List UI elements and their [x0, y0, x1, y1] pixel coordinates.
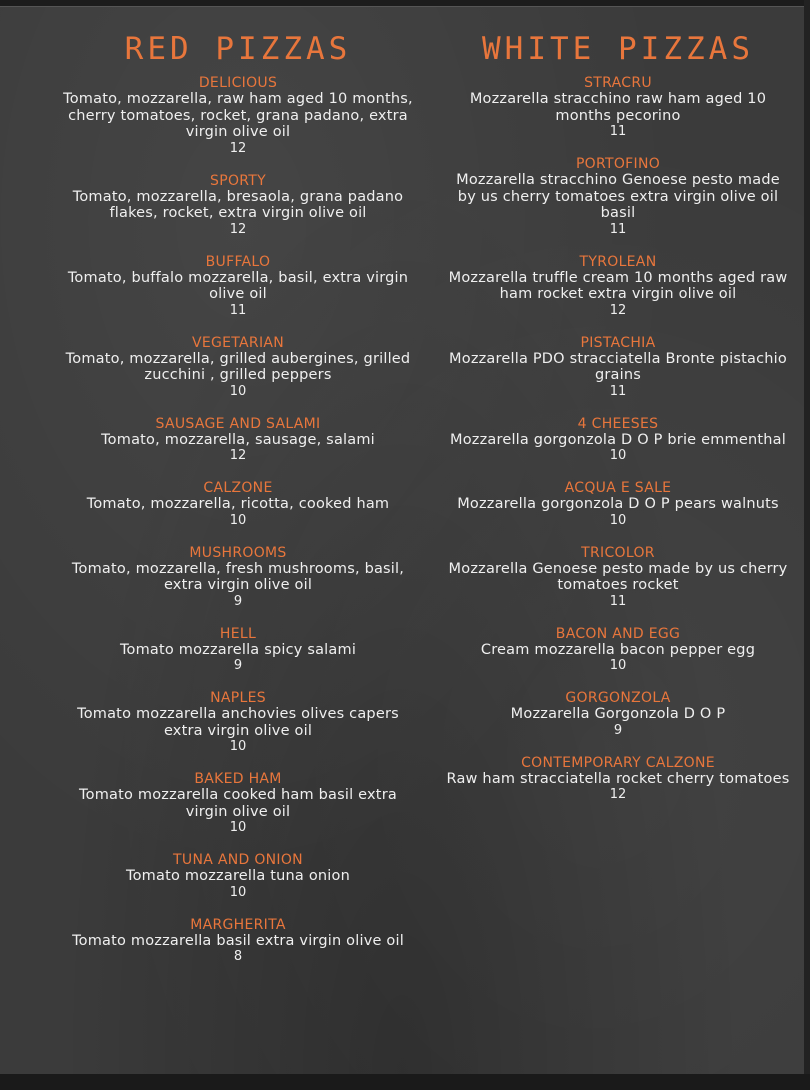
menu-item-name: STRACRU — [584, 75, 652, 92]
menu-item — [446, 75, 790, 139]
menu-item-price: 9 — [233, 593, 243, 609]
menu-item-description: Tomato, buffalo mozzarella, basil, extra virgin olive oil — [67, 269, 409, 303]
menu-item-price: 9 — [613, 722, 623, 738]
menu-item — [60, 917, 416, 965]
menu-item-price: 12 — [229, 448, 247, 464]
menu-item-name: TRICOLOR — [581, 544, 655, 561]
menu-item-description: Tomato, mozzarella, grilled aubergines, grilled zucchini , grilled peppers — [65, 350, 411, 384]
menu-item — [60, 690, 416, 754]
menu-item-price: 9 — [233, 658, 243, 674]
menu-item-price: 10 — [229, 383, 247, 399]
menu-item-description: Cream mozzarella bacon pepper egg — [480, 641, 756, 658]
menu-item — [446, 690, 790, 738]
menu-item-name: PORTOFINO — [575, 156, 661, 173]
menu-item-description: Tomato, mozzarella, sausage, salami — [101, 431, 375, 448]
menu-item-name: SPORTY — [210, 172, 266, 189]
menu-item — [60, 173, 416, 237]
menu-item-price: 10 — [609, 448, 627, 464]
menu-item — [446, 416, 790, 464]
menu-item-price: 11 — [609, 221, 627, 237]
menu-item-name: DELICIOUS — [198, 75, 278, 92]
white-pizzas-list — [446, 75, 790, 802]
menu-item-price: 10 — [229, 739, 247, 755]
menu-item — [60, 416, 416, 464]
menu-item — [446, 755, 790, 803]
menu-item — [60, 626, 416, 674]
menu-item-description: Mozzarella PDO stracciatella Bronte pistachio grains — [449, 350, 787, 384]
menu-item-name: TYROLEAN — [579, 253, 657, 270]
page-bottom-edge — [0, 1074, 810, 1090]
menu-item-price: 12 — [229, 221, 247, 237]
menu-item — [446, 545, 790, 609]
red-pizzas-title: RED PIZZAS — [124, 31, 352, 67]
menu-item-name: BAKED HAM — [194, 771, 282, 788]
menu-item-name: SAUSAGE AND SALAMI — [155, 415, 321, 432]
menu-item-description: Mozzarella Genoese pesto made by us cherry tomatoes rocket — [448, 560, 788, 594]
menu-item-description: Tomato mozzarella cooked ham basil extra virgin olive oil — [79, 787, 397, 820]
menu-item — [446, 480, 790, 528]
menu-item-name: ACQUA E SALE — [564, 480, 672, 497]
menu-item-price: 11 — [609, 383, 627, 399]
menu-item-price: 12 — [609, 787, 627, 803]
red-pizzas-column — [60, 29, 416, 981]
menu-item-name: CALZONE — [203, 480, 273, 497]
menu-item-description: Mozzarella Gorgonzola D O P — [510, 706, 726, 723]
menu-item — [60, 75, 416, 156]
menu-item-price: 10 — [229, 820, 247, 836]
page-edge — [804, 0, 810, 1090]
menu-item-description: Tomato mozzarella spicy salami — [119, 641, 357, 658]
menu-item — [60, 335, 416, 399]
red-pizzas-list — [60, 75, 416, 964]
menu-item-price: 10 — [229, 884, 247, 900]
menu-item-description: Tomato, mozzarella, raw ham aged 10 months, cherry tomatoes, rocket, grana padano, extra virgin olive oil — [63, 91, 413, 141]
menu-item-description: Tomato mozzarella basil extra virgin olive oil — [72, 932, 404, 949]
menu-item-description: Mozzarella gorgonzola D O P pears walnuts — [457, 496, 779, 513]
menu-item-description: Mozzarella truffle cream 10 months aged raw ham rocket extra virgin olive oil — [448, 269, 788, 303]
menu-item-description: Tomato, mozzarella, fresh mushrooms, basil, extra virgin olive oil — [71, 560, 405, 594]
menu-item — [446, 335, 790, 399]
menu-item-price: 11 — [609, 593, 627, 609]
menu-item-description: Mozzarella gorgonzola D O P brie emmenthal — [449, 431, 786, 448]
menu-item-name: GORGONZOLA — [565, 690, 671, 707]
menu-item-name: NAPLES — [210, 690, 266, 707]
menu-item-name: TUNA AND ONION — [173, 852, 303, 869]
menu-item — [446, 254, 790, 318]
menu-item — [446, 156, 790, 237]
menu-item-name: VEGETARIAN — [191, 334, 285, 351]
menu-item-description: Mozzarella stracchino raw ham aged 10 months pecorino — [469, 91, 767, 124]
menu-item-description: Tomato, mozzarella, bresaola, grana padano flakes, rocket, extra virgin olive oil — [72, 188, 404, 222]
menu-item — [60, 480, 416, 528]
menu-item — [60, 852, 416, 900]
white-pizzas-title: WHITE PIZZAS — [482, 31, 754, 67]
menu-item-description: Mozzarella stracchino Genoese pesto made by us cherry tomatoes extra virgin olive oil basil — [456, 172, 780, 222]
menu-item-price: 10 — [609, 658, 627, 674]
menu-item-price: 10 — [229, 512, 247, 528]
menu-item-description: Tomato mozzarella tuna onion — [126, 868, 350, 885]
menu-item — [60, 254, 416, 318]
menu-item-name: PISTACHIA — [580, 334, 656, 351]
menu-item-description: Tomato, mozzarella, ricotta, cooked ham — [86, 496, 390, 513]
menu-item-description: Raw ham stracciatella rocket cherry tomatoes — [446, 770, 790, 787]
white-pizzas-column — [446, 29, 790, 819]
menu-item-name: MARGHERITA — [190, 916, 286, 933]
menu-item-name: HELL — [219, 625, 257, 642]
menu-item-name: MUSHROOMS — [189, 544, 287, 561]
menu-item — [60, 771, 416, 835]
menu-item-price: 8 — [233, 949, 243, 965]
menu-item-price: 10 — [609, 512, 627, 528]
menu-item-price: 11 — [229, 302, 247, 318]
menu-item-description: Tomato mozzarella anchovies olives capers extra virgin olive oil — [77, 706, 399, 739]
menu-item — [60, 545, 416, 609]
menu-item-price: 12 — [609, 302, 627, 318]
menu-item-name: 4 CHEESES — [577, 415, 659, 432]
menu-item-name: BACON AND EGG — [555, 625, 681, 642]
chalkboard-background — [0, 6, 804, 1075]
menu-item — [446, 626, 790, 674]
menu-item-price: 11 — [609, 124, 627, 140]
menu-item-name: CONTEMPORARY CALZONE — [521, 754, 715, 771]
menu-item-price: 12 — [229, 140, 247, 156]
menu-item-name: BUFFALO — [205, 253, 271, 270]
